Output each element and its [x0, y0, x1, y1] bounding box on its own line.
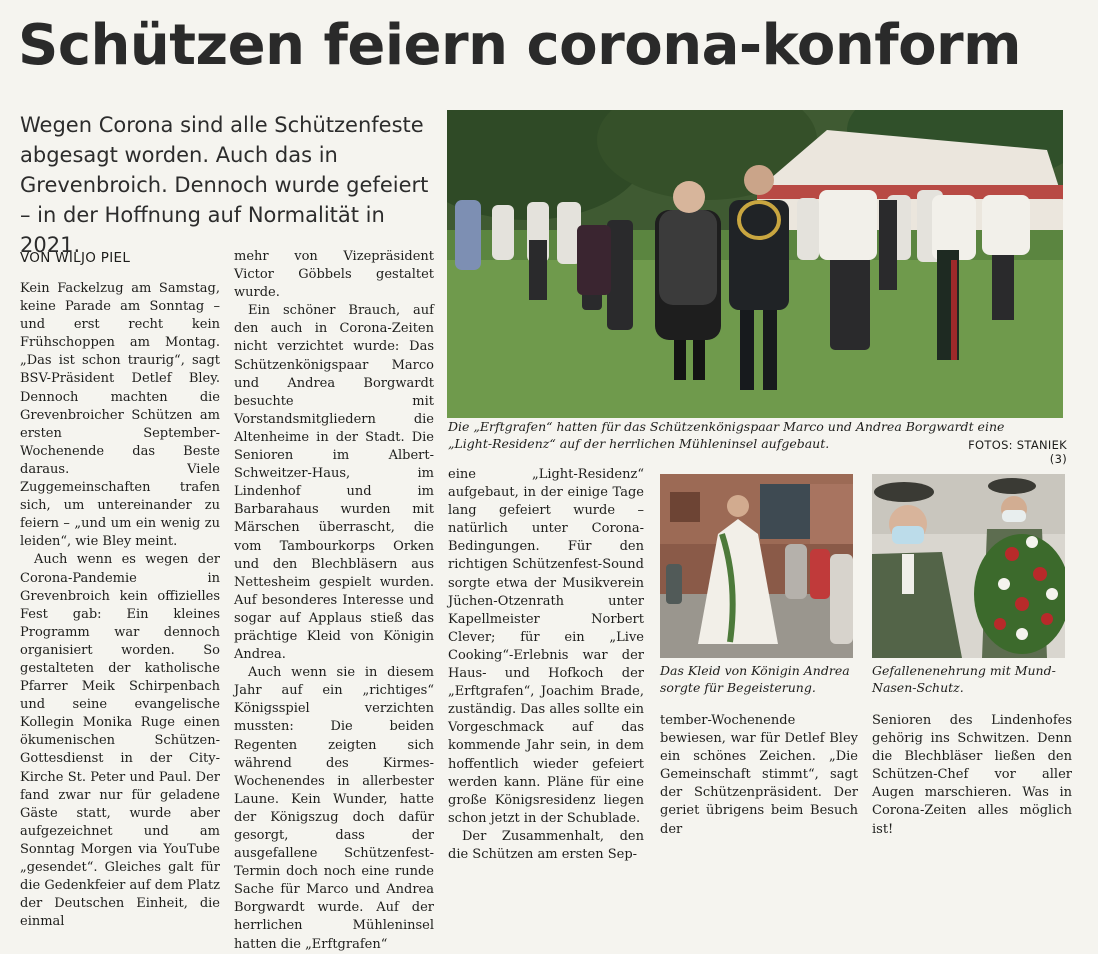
paragraph: Auch wenn sie in diesem Jahr auf ein „richtiges“ Königsspiel verzichten mussten: Die beiden Regenten zeigten sich während des Kirmes-Wochenendes in allerbester Laune. Kein Wunder, hatte der Königszug doch dafür gesorgt, dass der ausgefallene Schützenfest-Termin doch noch eine runde Sache für Marco und Andrea Borgwardt wurde. Auf der herrlichen Mühleninsel hatten die „Erftgrafen“ — [234, 665, 434, 952]
byline: VON WILJO PIEL — [20, 250, 131, 266]
paragraph: Ein schöner Brauch, auf den auch in Corona-Zeiten nicht verzichtet wurde: Das Schützenkönigspaar Marco und Andrea Borgwardt besuchte mit Vorstandsmitgliedern die Altenheime in der Stadt. Die Senioren im Albert-Schweitzer-Haus, im Lindenhof und im Barbarahaus wurden mit Märschen überrascht, die vom Tambourkorps Orken und den Blechbläsern aus Nettesheim gespielt wurden. Auf besonderes Interesse und sogar auf Applaus stieß das prächtige Kleid von Königin Andrea. — [234, 303, 434, 663]
photo2-caption: Das Kleid von Königin Andrea sorgte für Begeisterung. — [660, 663, 850, 695]
paragraph: eine „Light-Residenz“ aufgebaut, in der einige Tage lang gefeiert wurde – natürlich unter Corona-Bedingungen. Für den richtigen Schützenfest-Sound sorgte etwa der Musikverein Jüchen-Otzenrath unter Kapellmeister Norbert Clever; für ein „Live Cooking“-Erlebnis war der Haus- und Hofkoch der „Erftgrafen“, Joachim Brade, zuständig. Das alles sollte ein Vorgeschmack auf das kommende Jahr sein, in dem hoffentlich wieder gefeiert werden kann. Pläne für eine große Königsresidenz liegen schon jetzt in der Schublade. — [448, 467, 644, 826]
photo-queen-dress — [660, 474, 853, 658]
paragraph: Senioren des Lindenhofes gehörig ins Schwitzen. Denn die Blechbläser ließen den Schützen-Chef vor aller Augen marschieren. Was in Corona-Zeiten alles möglich ist! — [872, 713, 1072, 837]
paragraph: Der Zusammenhalt, den die Schützen am ersten Sep- — [448, 828, 644, 862]
paragraph: Kein Fackelzug am Samstag, keine Parade am Sonntag – und erst recht kein Frühschoppen am Montag. „Das ist schon traurig“, sagt BSV-Präsident Detlef Bley. Dennoch machten die Grevenbroicher Schützen am ersten September-Wochenende das Beste daraus. Viele Zuggemeinschaften trafen sich, um untereinander zu feiern – „und um ein wenig zu leiden“, wie Bley meint. — [20, 281, 220, 550]
headline: Schützen feiern corona-konform — [18, 13, 1022, 78]
main-photo-royal-couple — [447, 110, 1063, 418]
photo-credit: FOTOS: STANIEK (3) — [968, 438, 1067, 466]
photo-memorial-masks — [872, 474, 1065, 658]
article-column-4 — [660, 712, 858, 839]
photo3-caption: Gefallenenehrung mit Mund-Nasen-Schutz. — [872, 663, 1056, 695]
lead-paragraph: Wegen Corona sind alle Schützenfeste abgesagt worden. Auch das in Grevenbroich. Dennoch wurde gefeiert – in der Hoffnung auf Normalität in 2021. — [20, 113, 429, 257]
article-column-3 — [448, 466, 644, 864]
paragraph: tember-Wochenende bewiesen, war für Detlef Bley ein schönes Zeichen. „Die Gemeinschaft stimmt“, sagt der Schützenpräsident. Der geriet übrigens beim Besuch der — [660, 713, 858, 837]
paragraph: mehr von Vizepräsident Victor Göbbels gestaltet wurde. — [234, 249, 434, 301]
paragraph: Auch wenn es wegen der Corona-Pandemie in Grevenbroich kein offizielles Fest gab: Ein kleines Programm war dennoch organisiert worden. So gestalteten der katholische Pfarrer Meik Schirpenbach und seine evangelische Kollegin Monika Ruge einen ökumenischen Schützen-Gottesdienst in der City-Kirche St. Peter und Paul. Der fand zwar nur für geladene Gäste statt, wurde aber aufgezeichnet und am Sonntag Morgen via YouTube „gesendet“. Gleiches galt für die Gedenkfeier auf dem Platz der Deutschen Einheit, die einmal — [20, 552, 220, 930]
article-column-2 — [234, 248, 434, 954]
main-photo-caption: Die „Erftgrafen“ hatten für das Schützenkönigspaar Marco und Andrea Borgwardt eine „Light-Residenz“ auf der herrlichen Mühleninsel aufgebaut. — [448, 419, 1005, 451]
article-column-5 — [872, 712, 1072, 839]
